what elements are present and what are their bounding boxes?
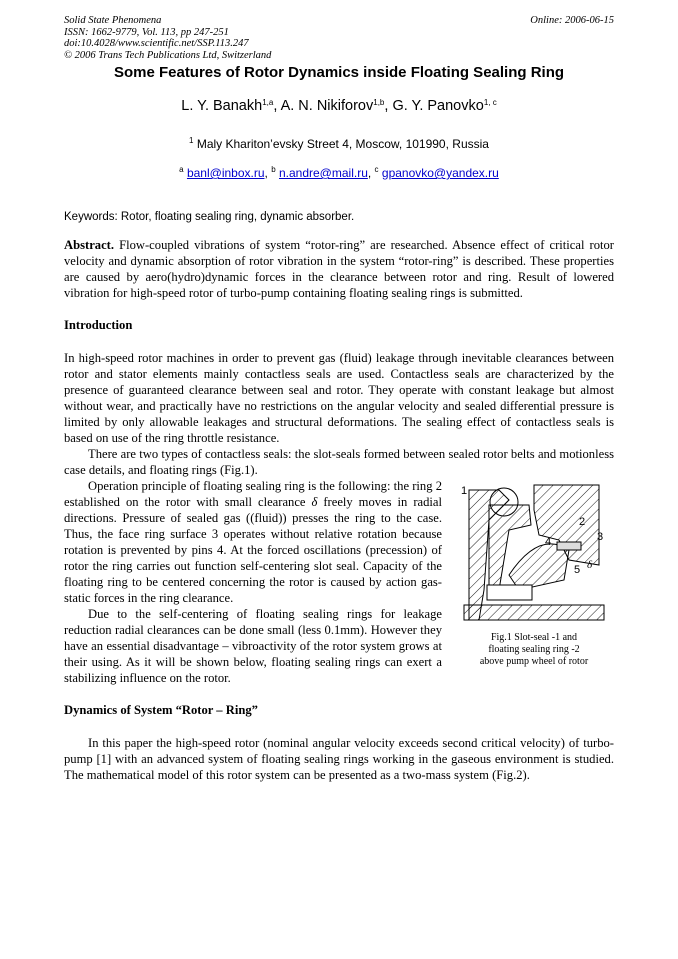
paragraph: There are two types of contactless seals: the slot-seals formed between sealed rotor belts and motionless case details, and floating rings (Fig.1). [64,447,614,477]
fig-label: 5 [574,564,581,576]
author: G. Y. Panovko$^{1, c}$ [392,98,497,114]
doi: doi:10.4028/www.scientific.net/SSP.113.247 [64,38,249,49]
figure-1 [454,480,614,672]
section-heading: Introduction [64,318,133,332]
authors [0,98,678,114]
paragraph: Operation principle of floating sealing ring is the following: the ring 2 established on the rotor with small clearance δ freely moves in radial directions. Pressure of sealed gas ((fluid)) presses the ring to the case. Thus, the face ring surface 3 operates without relative rotation because rotation is prevented by pins 4. At the forced oscillations (precession) of rotor the ring carries out function self-centering slot seal. Capacity of the floating ring to be centered concerning the rotor is caused by action gas-static forces in the ring clearance. [64,479,442,605]
emails: $^a$ banl@inbox.ru, $^b$ n.andre@mail.ru, $^c$ gpanovko@yandex.ru [179,165,499,180]
issn: ISSN: 1662-9779, Vol. 113, pp 247-251 [64,26,229,38]
journal-header [64,15,271,61]
online-date: Online: 2006-06-15 [530,15,614,26]
fig-label: 1 [461,485,468,497]
fig-label: δ [587,559,593,571]
fig-label: 2 [579,516,586,528]
email-link[interactable]: gpanovko@yandex.ru [381,166,499,180]
fig-label: 3 [597,531,604,543]
paper-body [64,237,614,783]
email-link[interactable]: n.andre@mail.ru [278,166,368,180]
paper-title: Some Features of Rotor Dynamics inside Floating Sealing Ring [113,64,565,81]
figure-caption: Fig.1 Slot-seal -1 and floating sealing ring -2 above pump wheel of rotor [479,632,589,667]
fig-label: 4 [545,536,552,548]
copyright: © 2006 Trans Tech Publications Ltd, Switzerland [64,49,272,61]
author: L. Y. Banakh$^{1,a}$, [181,98,281,114]
keywords: Keywords: Rotor, floating sealing ring, dynamic absorber. [64,211,355,223]
section-heading: Dynamics of System “Rotor – Ring” [64,703,258,717]
paragraph: Due to the self-centering of floating sealing rings for leakage reduction radial clearances can be done small (less 0.1mm). However they have an essential disadvantage – vibroactivity of the rotor system grows at their using. As it will be shown below, floating sealing rings can exert a stabilizing influence on the rotor. [64,607,442,685]
email-link[interactable]: banl@inbox.ru [186,166,265,180]
paragraph: In this paper the high-speed rotor (nominal angular velocity exceeds second critical velocity) of turbo-pump [1] with an advanced system of floating sealing rings working in the gaseous environment is studied. The mathematical model of this rotor system can be presented as a two-mass system (Fig.2). [64,736,614,782]
abstract: Abstract. Flow-coupled vibrations of system “rotor-ring” are researched. Absence effect of critical rotor velocity and dynamic absorption of rotor vibration in the system “rotor-ring” is described. These properties are caused by aero(hydro)dynamic forces in the clearance between rotor and ring. Result of lowered vibration for high-speed rotor of turbo-pump containing floating sealing rings is submitted. [64,238,614,300]
author: A. N. Nikiforov$^{1,b}$, [280,98,393,114]
journal-name: Solid State Phenomena [64,15,162,26]
paragraph: In high-speed rotor machines in order to prevent gas (fluid) leakage through inevitable clearances between rotor and stator elements mainly contactless seals are used. Contactless seals are characterized by the presence of guaranteed clearance between seal and rotor. They operate with constant leakage but almost without wear, and practically have no restrictions on the angular velocity and sealed differential pressure is limited by only allowable leakages and structural deformations. The sealing effect of contactless seals is based on use of the ring throttle resistance. [64,351,614,445]
seal-drawing [459,480,609,628]
affiliation: $^1$ Maly Khariton’evsky Street 4, Moscow, 101990, Russia [189,136,489,151]
